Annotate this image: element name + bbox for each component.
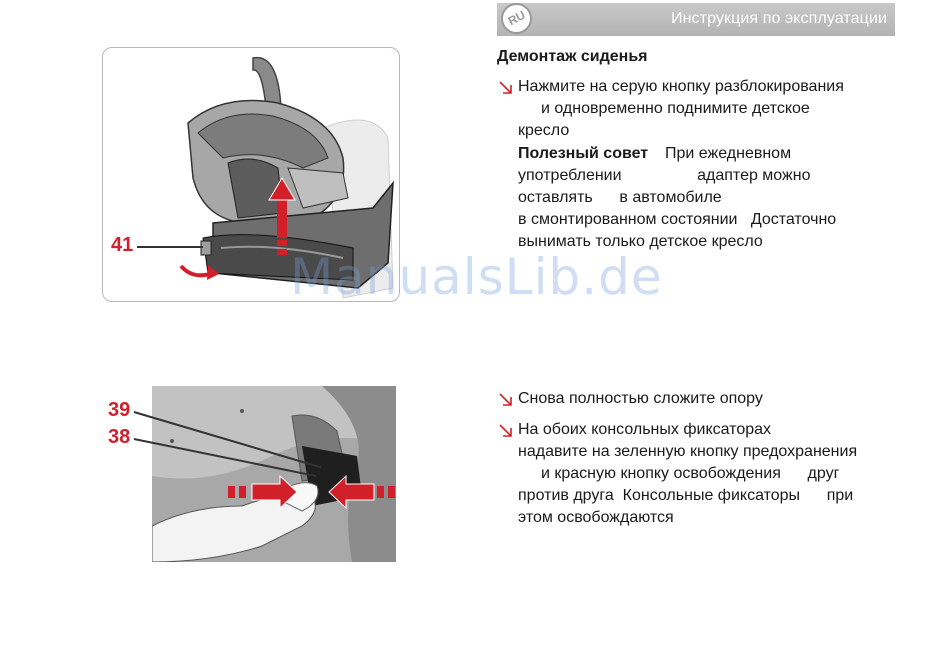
header-title: Инструкция по эксплуатации — [671, 10, 887, 27]
language-badge — [501, 3, 532, 34]
header-bar — [497, 3, 895, 36]
step-1-line-2: и одновременно поднимите детское — [541, 100, 810, 117]
step-3-line-1: На обоих консольных фиксаторах — [518, 421, 772, 438]
latch-illustration — [152, 386, 396, 562]
arrow-bullet-icon — [499, 81, 513, 95]
tip-line-1 — [518, 145, 791, 163]
callout-41-line — [137, 246, 203, 248]
callout-38: 38 — [108, 426, 131, 448]
step-2-text: Снова полностью сложите опору — [518, 390, 763, 407]
tip-line-5: вынимать только детское кресло — [518, 233, 763, 250]
watermark: ManualsLib.de — [290, 248, 663, 306]
step-3-line-5: этом освобождаются — [518, 509, 674, 526]
tip-line-3: оставлять в автомобиле — [518, 189, 722, 206]
figure-console-latch — [152, 386, 396, 562]
language-code: RU — [505, 7, 528, 29]
arrow-bullet-icon — [499, 424, 513, 438]
arrow-bullet-icon — [499, 393, 513, 407]
callout-41: 41 — [111, 234, 134, 256]
step-1-line-1: Нажмите на серую кнопку разблокирования — [518, 78, 844, 95]
tip-label: Полезный совет — [518, 145, 649, 162]
callout-39: 39 — [108, 399, 131, 421]
step-3-line-2: надавите на зеленную кнопку предохранения — [518, 443, 858, 460]
step-3-line-4: против друга Консольные фиксаторы при — [518, 487, 854, 504]
section-title: Демонтаж сиденья — [497, 48, 648, 65]
step-1-line-3: кресло — [518, 122, 570, 139]
step-3-line-3: и красную кнопку освобождения друг — [541, 465, 840, 482]
tip-line-4: в смонтированном состоянии Достаточно — [518, 211, 837, 228]
tip-line-1-rest: При ежедневном — [665, 145, 792, 162]
tip-line-2: употреблении адаптер можно — [518, 167, 811, 184]
